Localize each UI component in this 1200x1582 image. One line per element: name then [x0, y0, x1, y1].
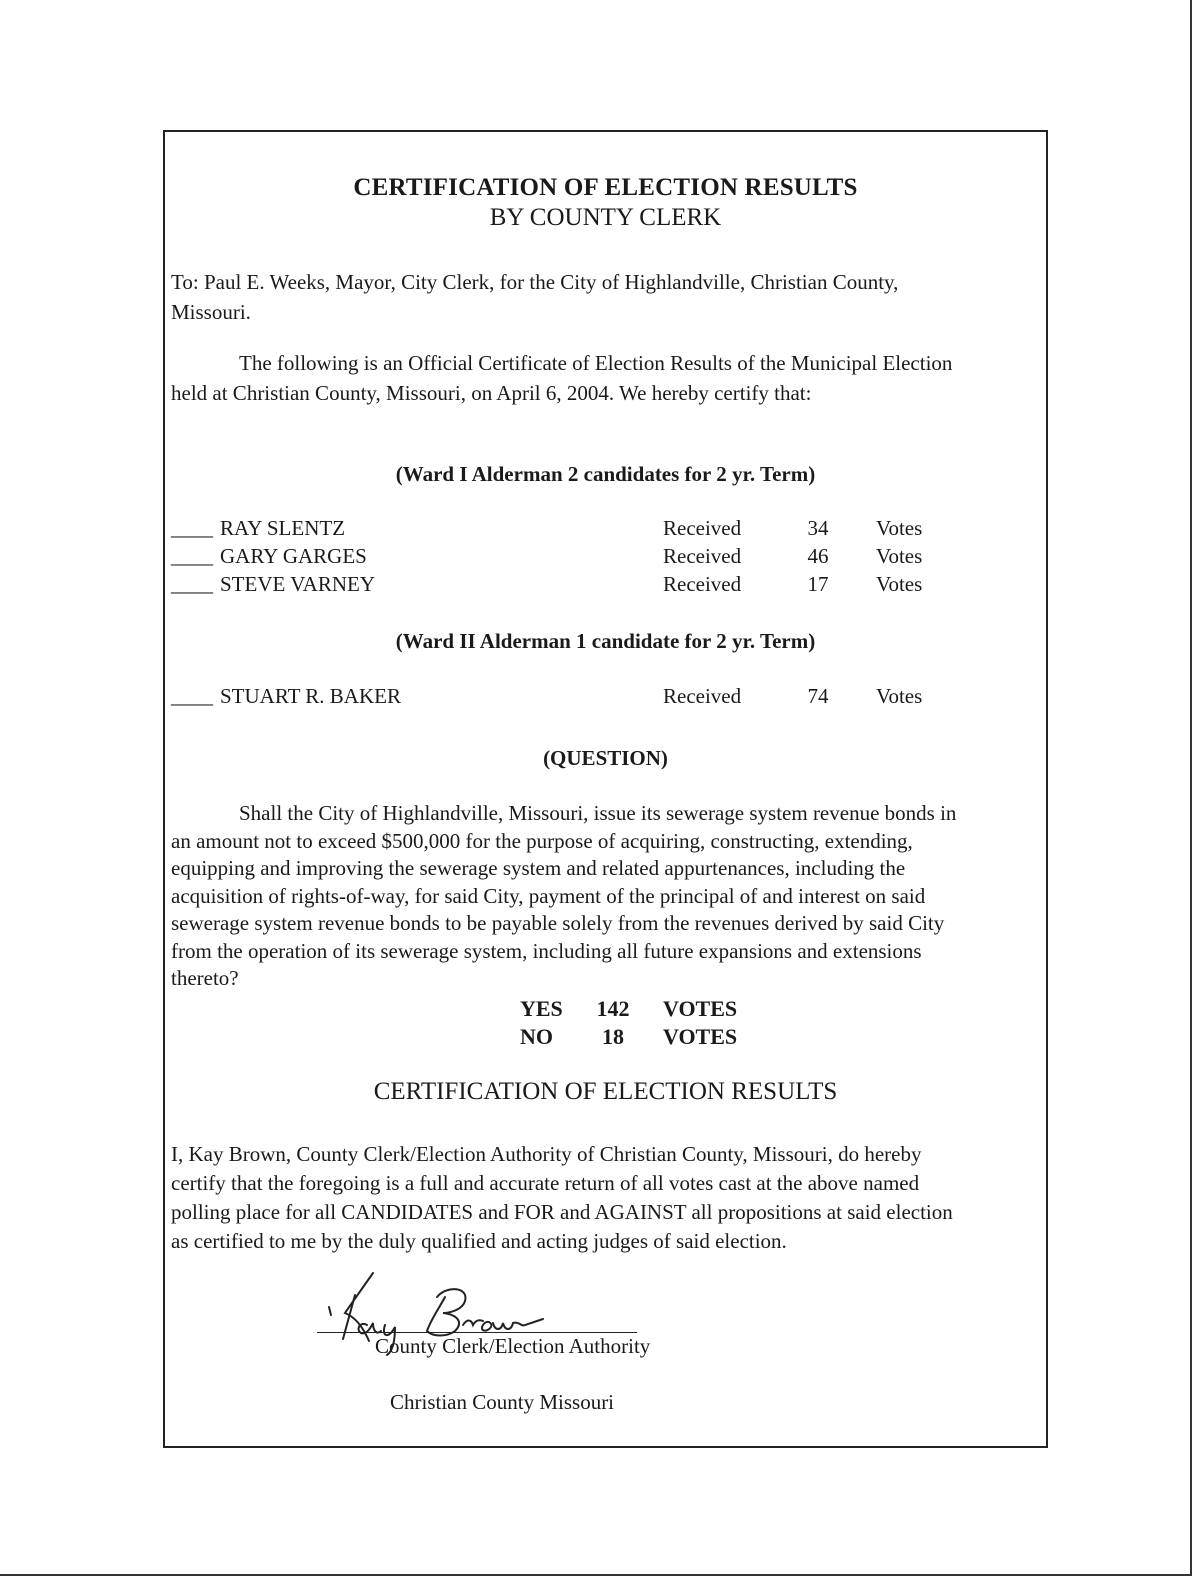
- ward-2-heading: (Ward II Alderman 1 candidate for 2 yr. Term): [395, 629, 816, 653]
- result-votes: 142: [596, 996, 630, 1021]
- received-label: Received: [663, 544, 742, 568]
- page-edge-bottom: [0, 1574, 1192, 1576]
- question-line: thereto?: [171, 966, 239, 990]
- intro-line: The following is an Official Certificate of Election Results of the Municipal Election: [239, 351, 953, 375]
- candidate-name: STEVE VARNEY: [220, 572, 375, 596]
- intro-line: held at Christian County, Missouri, on April 6, 2004. We hereby certify that:: [171, 381, 812, 405]
- certification-line: I, Kay Brown, County Clerk/Election Authority of Christian County, Missouri, do hereby: [171, 1142, 922, 1166]
- addressee-line: Missouri.: [171, 300, 251, 324]
- question-line: an amount not to exceed $500,000 for the purpose of acquiring, constructing, extending,: [171, 828, 913, 853]
- result-votes: 18: [602, 1024, 624, 1049]
- certification-heading: CERTIFICATION OF ELECTION RESULTS: [373, 1078, 838, 1105]
- question-line: equipping and improving the sewerage system and related appurtenances, including the: [171, 856, 906, 880]
- result-label: NO: [520, 1024, 553, 1049]
- vote-count: 74: [807, 684, 829, 708]
- received-label: Received: [663, 516, 742, 540]
- candidate-name: RAY SLENTZ: [220, 516, 346, 540]
- result-unit: VOTES: [663, 1024, 738, 1049]
- vote-unit: Votes: [876, 516, 923, 540]
- certification-line: as certified to me by the duly qualified and acting judges of said election.: [171, 1229, 787, 1253]
- addressee-block: [171, 267, 1039, 327]
- signature-caption: County Clerk/Election Authority: [375, 1334, 651, 1358]
- vote-unit: Votes: [876, 684, 923, 708]
- candidate-row: [171, 572, 1031, 600]
- candidate-blank: ____: [171, 544, 213, 568]
- vote-unit: Votes: [876, 572, 923, 596]
- page-edge-right: [1190, 0, 1192, 1575]
- question-line: Shall the City of Highlandville, Missouri, issue its sewerage system revenue bonds in: [239, 801, 957, 825]
- candidate-row: [171, 684, 1031, 712]
- county-name: Christian County Missouri: [390, 1390, 615, 1414]
- certification-body: [171, 1140, 1039, 1256]
- addressee-line: To: Paul E. Weeks, Mayor, City Clerk, for the City of Highlandville, Christian County,: [171, 270, 899, 294]
- signature-line: [317, 1332, 637, 1333]
- certificate-frame: [163, 130, 1048, 1448]
- vote-count: 46: [807, 544, 829, 568]
- candidate-blank: ____: [171, 572, 213, 596]
- intro-block: [171, 348, 1039, 408]
- result-unit: VOTES: [663, 996, 738, 1021]
- received-label: Received: [663, 684, 742, 708]
- document-title: CERTIFICATION OF ELECTION RESULTS: [353, 174, 858, 201]
- question-line: sewerage system revenue bonds to be payable solely from the revenues derived by said City: [171, 911, 945, 935]
- certification-line: certify that the foregoing is a full and accurate return of all votes cast at the above named: [171, 1171, 920, 1195]
- vote-count: 34: [807, 516, 829, 540]
- candidate-name: STUART R. BAKER: [220, 684, 401, 708]
- vote-unit: Votes: [876, 544, 923, 568]
- candidate-row: [171, 544, 1031, 572]
- vote-count: 17: [807, 572, 829, 596]
- received-label: Received: [663, 572, 742, 596]
- question-line: from the operation of its sewerage system, including all future expansions and extensions: [171, 938, 922, 963]
- question-heading: (QUESTION): [543, 746, 668, 770]
- candidate-blank: ____: [171, 516, 213, 540]
- result-label: YES: [520, 996, 563, 1021]
- document-subtitle: BY COUNTY CLERK: [489, 204, 722, 231]
- candidate-name: GARY GARGES: [220, 544, 367, 568]
- candidate-row: [171, 516, 1031, 544]
- question-body: [171, 800, 1039, 993]
- certification-line: polling place for all CANDIDATES and FOR and AGAINST all propositions at said election: [171, 1200, 953, 1224]
- ward-1-heading: (Ward I Alderman 2 candidates for 2 yr. Term): [395, 462, 816, 486]
- candidate-blank: ____: [171, 684, 213, 708]
- question-line: acquisition of rights-of-way, for said City, payment of the principal of and interest on said: [171, 883, 926, 908]
